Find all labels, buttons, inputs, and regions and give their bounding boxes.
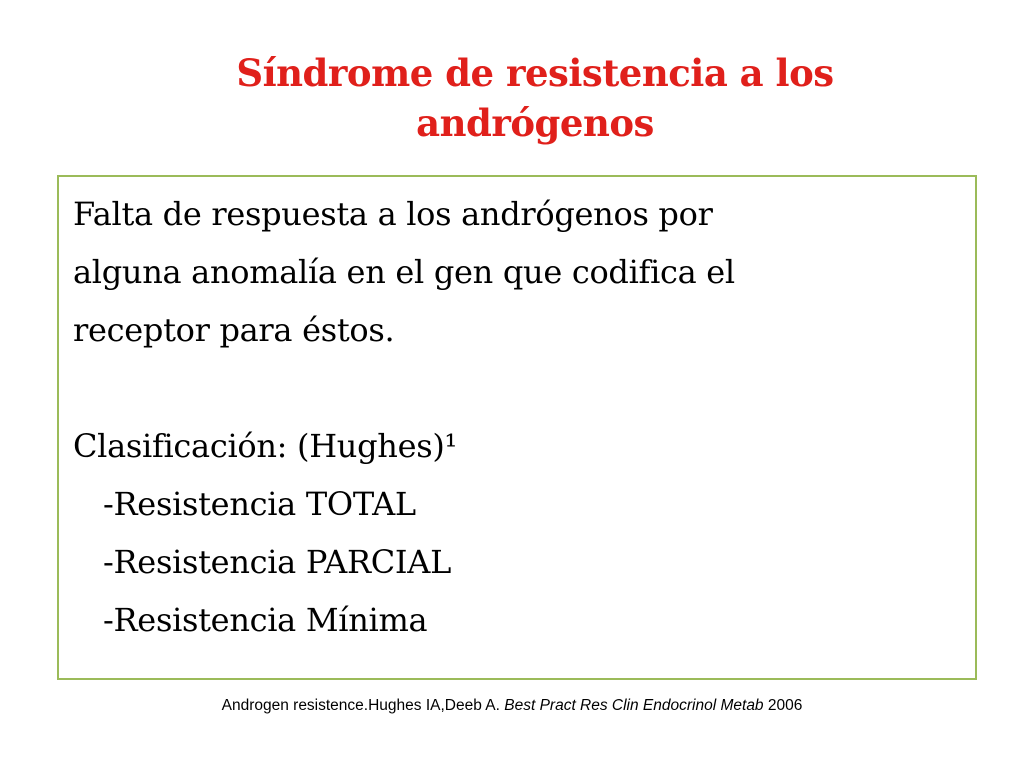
classification-item-parcial: -Resistencia PARCIAL: [103, 543, 452, 581]
definition-line-2: alguna anomalía en el gen que codifica el: [73, 253, 735, 291]
reference-prefix: Androgen resistence.Hughes IA,Deeb A.: [221, 697, 505, 714]
content-box: [57, 175, 977, 680]
title-line-2: andrógenos: [416, 101, 654, 145]
classification-heading: Clasificación: (Hughes)¹: [73, 427, 458, 465]
reference-year: 2006: [763, 697, 803, 714]
title-line-1: Síndrome de resistencia a los: [236, 51, 834, 95]
definition-line-3: receptor para éstos.: [73, 311, 395, 349]
classification-item-minima: -Resistencia Mínima: [103, 601, 428, 639]
reference-citation: [0, 697, 1024, 715]
classification-item-total: -Resistencia TOTAL: [103, 485, 416, 523]
spacer: [73, 359, 963, 417]
body-text: [73, 185, 963, 649]
definition-line-1: Falta de respuesta a los andrógenos por: [73, 195, 713, 233]
slide-title: [190, 48, 880, 148]
reference-journal: Best Pract Res Clin Endocrinol Metab: [504, 697, 764, 714]
